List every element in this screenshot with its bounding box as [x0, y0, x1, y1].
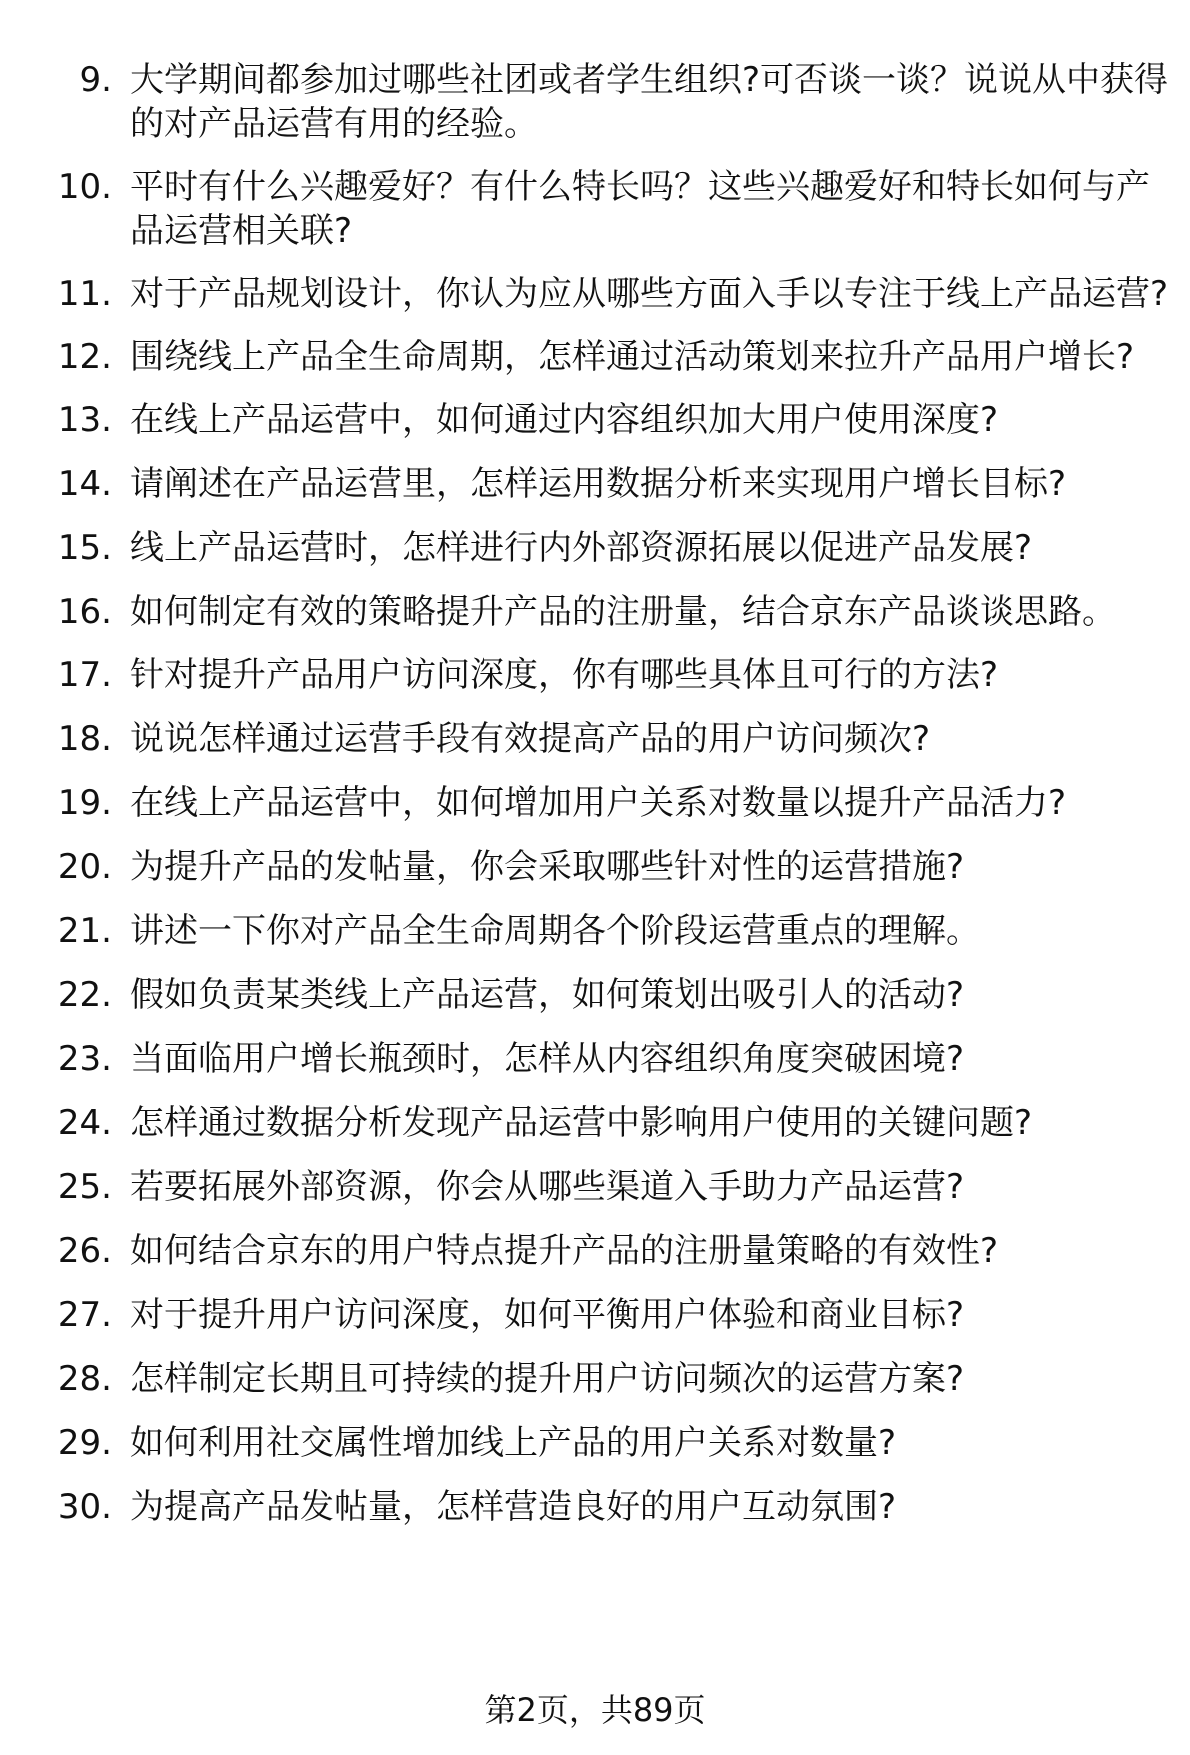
question-text: 对于提升用户访问深度，如何平衡用户体验和商业目标? [130, 1295, 965, 1335]
question-text: 怎样制定长期且可持续的提升用户访问频次的运营方案? [130, 1359, 965, 1399]
question-text: 平时有什么兴趣爱好？有什么特长吗？这些兴趣爱好和特长如何与产品运营相关联? [130, 167, 1150, 251]
question-text: 请阐述在产品运营里，怎样运用数据分析来实现用户增长目标? [130, 464, 1067, 504]
question-number: 25. [57, 1167, 112, 1207]
question-number: 12. [57, 337, 112, 377]
question-number: 14. [57, 464, 112, 504]
question-item [0, 653, 1190, 697]
question-text: 为提升产品的发帖量，你会采取哪些针对性的运营措施? [130, 847, 965, 887]
question-item [0, 526, 1190, 570]
question-number: 29. [57, 1423, 112, 1463]
question-item [0, 1293, 1190, 1337]
question-number: 22. [57, 975, 112, 1015]
question-number: 27. [57, 1295, 112, 1335]
question-number: 30. [57, 1487, 112, 1527]
question-number: 16. [57, 592, 112, 632]
question-number: 17. [57, 655, 112, 695]
question-text: 当面临用户增长瓶颈时，怎样从内容组织角度突破困境? [130, 1039, 965, 1079]
question-text: 讲述一下你对产品全生命周期各个阶段运营重点的理解。 [130, 911, 980, 951]
question-item [0, 398, 1190, 442]
question-item [0, 973, 1190, 1017]
question-item [0, 58, 1190, 146]
question-number: 13. [57, 400, 112, 440]
question-item [0, 1037, 1190, 1081]
question-item [0, 462, 1190, 506]
question-number: 21. [57, 911, 112, 951]
question-number: 18. [57, 719, 112, 759]
question-text: 围绕线上产品全生命周期，怎样通过活动策划来拉升产品用户增长? [130, 337, 1135, 377]
question-text: 在线上产品运营中，如何通过内容组织加大用户使用深度? [130, 400, 999, 440]
question-text: 针对提升产品用户访问深度，你有哪些具体且可行的方法? [130, 655, 999, 695]
question-text: 线上产品运营时，怎样进行内外部资源拓展以促进产品发展? [130, 528, 1033, 568]
question-item [0, 272, 1190, 316]
question-list [0, 58, 1190, 1549]
question-number: 10. [57, 167, 112, 207]
question-number: 11. [57, 274, 112, 314]
question-text: 对于产品规划设计，你认为应从哪些方面入手以专注于线上产品运营? [130, 274, 1169, 314]
question-number: 19. [57, 783, 112, 823]
question-item [0, 1101, 1190, 1145]
question-number: 26. [57, 1231, 112, 1271]
question-item [0, 335, 1190, 379]
question-text: 如何结合京东的用户特点提升产品的注册量策略的有效性? [130, 1231, 999, 1271]
question-item [0, 781, 1190, 825]
question-text: 如何利用社交属性增加线上产品的用户关系对数量? [130, 1423, 897, 1463]
question-text: 如何制定有效的策略提升产品的注册量，结合京东产品谈谈思路。 [130, 592, 1116, 632]
page-number-footer: 第2页，共89页 [484, 1691, 706, 1729]
question-item [0, 1421, 1190, 1465]
question-item [0, 590, 1190, 634]
question-item [0, 1229, 1190, 1273]
question-text: 假如负责某类线上产品运营，如何策划出吸引人的活动? [130, 975, 965, 1015]
question-text: 说说怎样通过运营手段有效提高产品的用户访问频次? [130, 719, 931, 759]
question-item [0, 717, 1190, 761]
question-text: 若要拓展外部资源，你会从哪些渠道入手助力产品运营? [130, 1167, 965, 1207]
question-text: 在线上产品运营中，如何增加用户关系对数量以提升产品活力? [130, 783, 1067, 823]
question-number: 28. [57, 1359, 112, 1399]
question-number: 20. [57, 847, 112, 887]
question-text: 大学期间都参加过哪些社团或者学生组织?可否谈一谈？说说从中获得的对产品运营有用的经验。 [130, 60, 1169, 144]
question-item [0, 1357, 1190, 1401]
question-number: 23. [57, 1039, 112, 1079]
question-number: 24. [57, 1103, 112, 1143]
question-item [0, 909, 1190, 953]
question-item [0, 1165, 1190, 1209]
question-number: 9. [79, 60, 112, 100]
question-item [0, 845, 1190, 889]
question-item [0, 1485, 1190, 1529]
question-number: 15. [57, 528, 112, 568]
question-text: 为提高产品发帖量，怎样营造良好的用户互动氛围? [130, 1487, 897, 1527]
question-text: 怎样通过数据分析发现产品运营中影响用户使用的关键问题? [130, 1103, 1033, 1143]
question-item [0, 165, 1190, 253]
